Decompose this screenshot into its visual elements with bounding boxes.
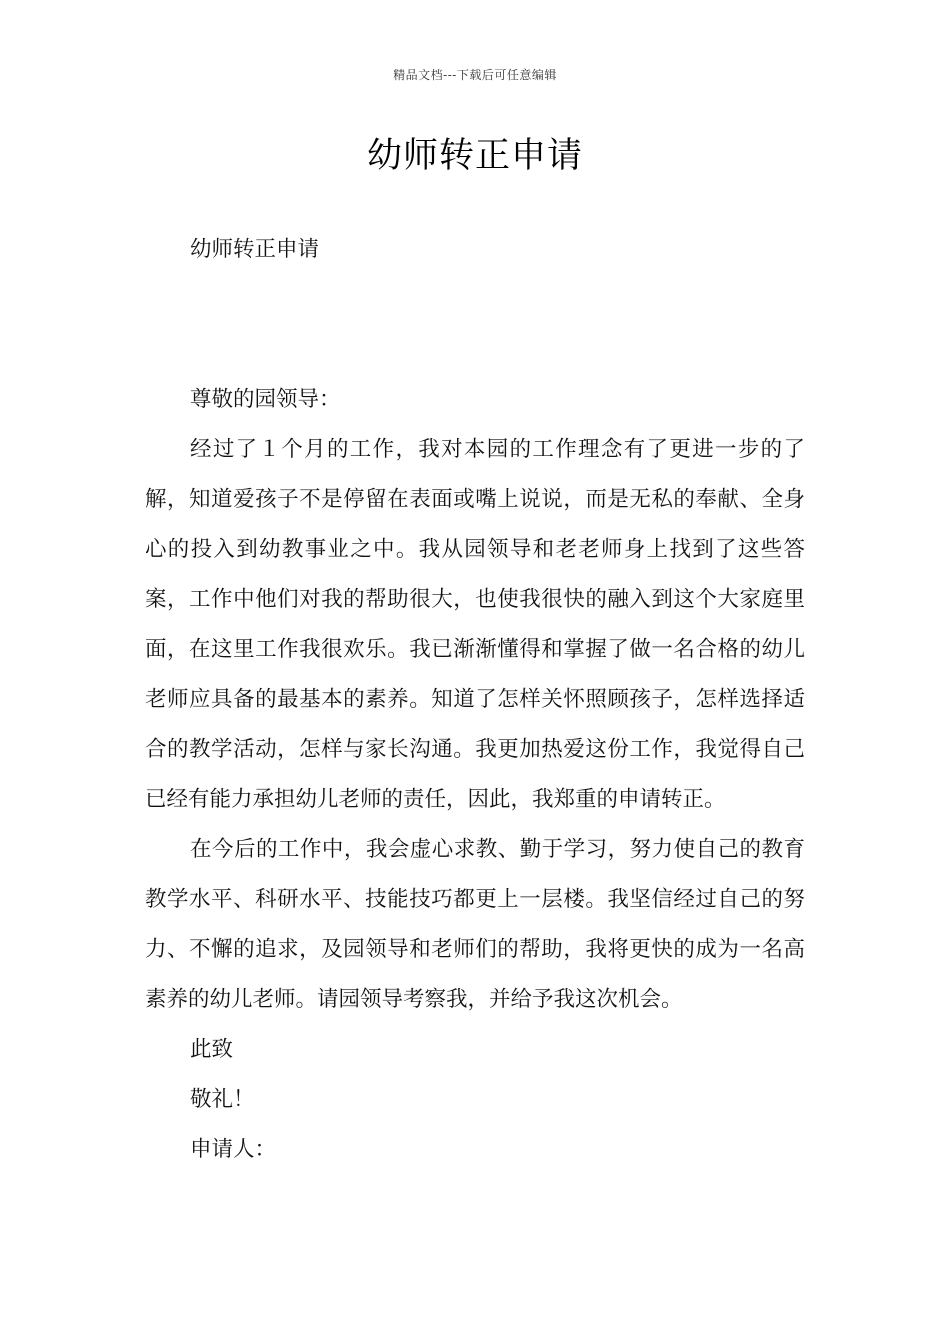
salutation: 尊敬的园领导：: [190, 387, 341, 412]
header-note: 精品文档---下载后可任意编辑: [393, 68, 557, 82]
subtitle-text: 幼师转正申请: [190, 237, 320, 262]
closing-line-2: 敬礼！: [190, 1087, 255, 1112]
letter-body: [145, 375, 805, 1175]
document-title: 幼师转正申请: [366, 136, 583, 176]
signature-label: 申请人：: [190, 1137, 277, 1162]
paragraph-2: 在今后的工作中，我会虚心求教、勤于学习，努力使自己的教育教学水平、科研水平、技能技巧都更上一层楼。我坚信经过自己的努力、不懈的追求，及园领导和老师们的帮助，我将更快的成为一名高素养的幼儿老师。请园领导考察我，并给予我这次机会。: [145, 837, 805, 1012]
paragraph-1: 经过了１个月的工作，我对本园的工作理念有了更进一步的了解，知道爱孩子不是停留在表面或嘴上说说，而是无私的奉献、全身心的投入到幼教事业之中。我从园领导和老老师身上找到了这些答案，工作中他们对我的帮助很大，也使我很快的融入到这个大家庭里面，在这里工作我很欢乐。我已渐渐懂得和掌握了做一名合格的幼儿老师应具备的最基本的素养。知道了怎样关怀照顾孩子，怎样选择适合的教学活动，怎样与家长沟通。我更加热爱这份工作，我觉得自己已经有能力承担幼儿老师的责任，因此，我郑重的申请转正。: [145, 437, 805, 812]
document-subtitle: [145, 225, 805, 275]
closing-line-1: 此致: [190, 1037, 234, 1062]
